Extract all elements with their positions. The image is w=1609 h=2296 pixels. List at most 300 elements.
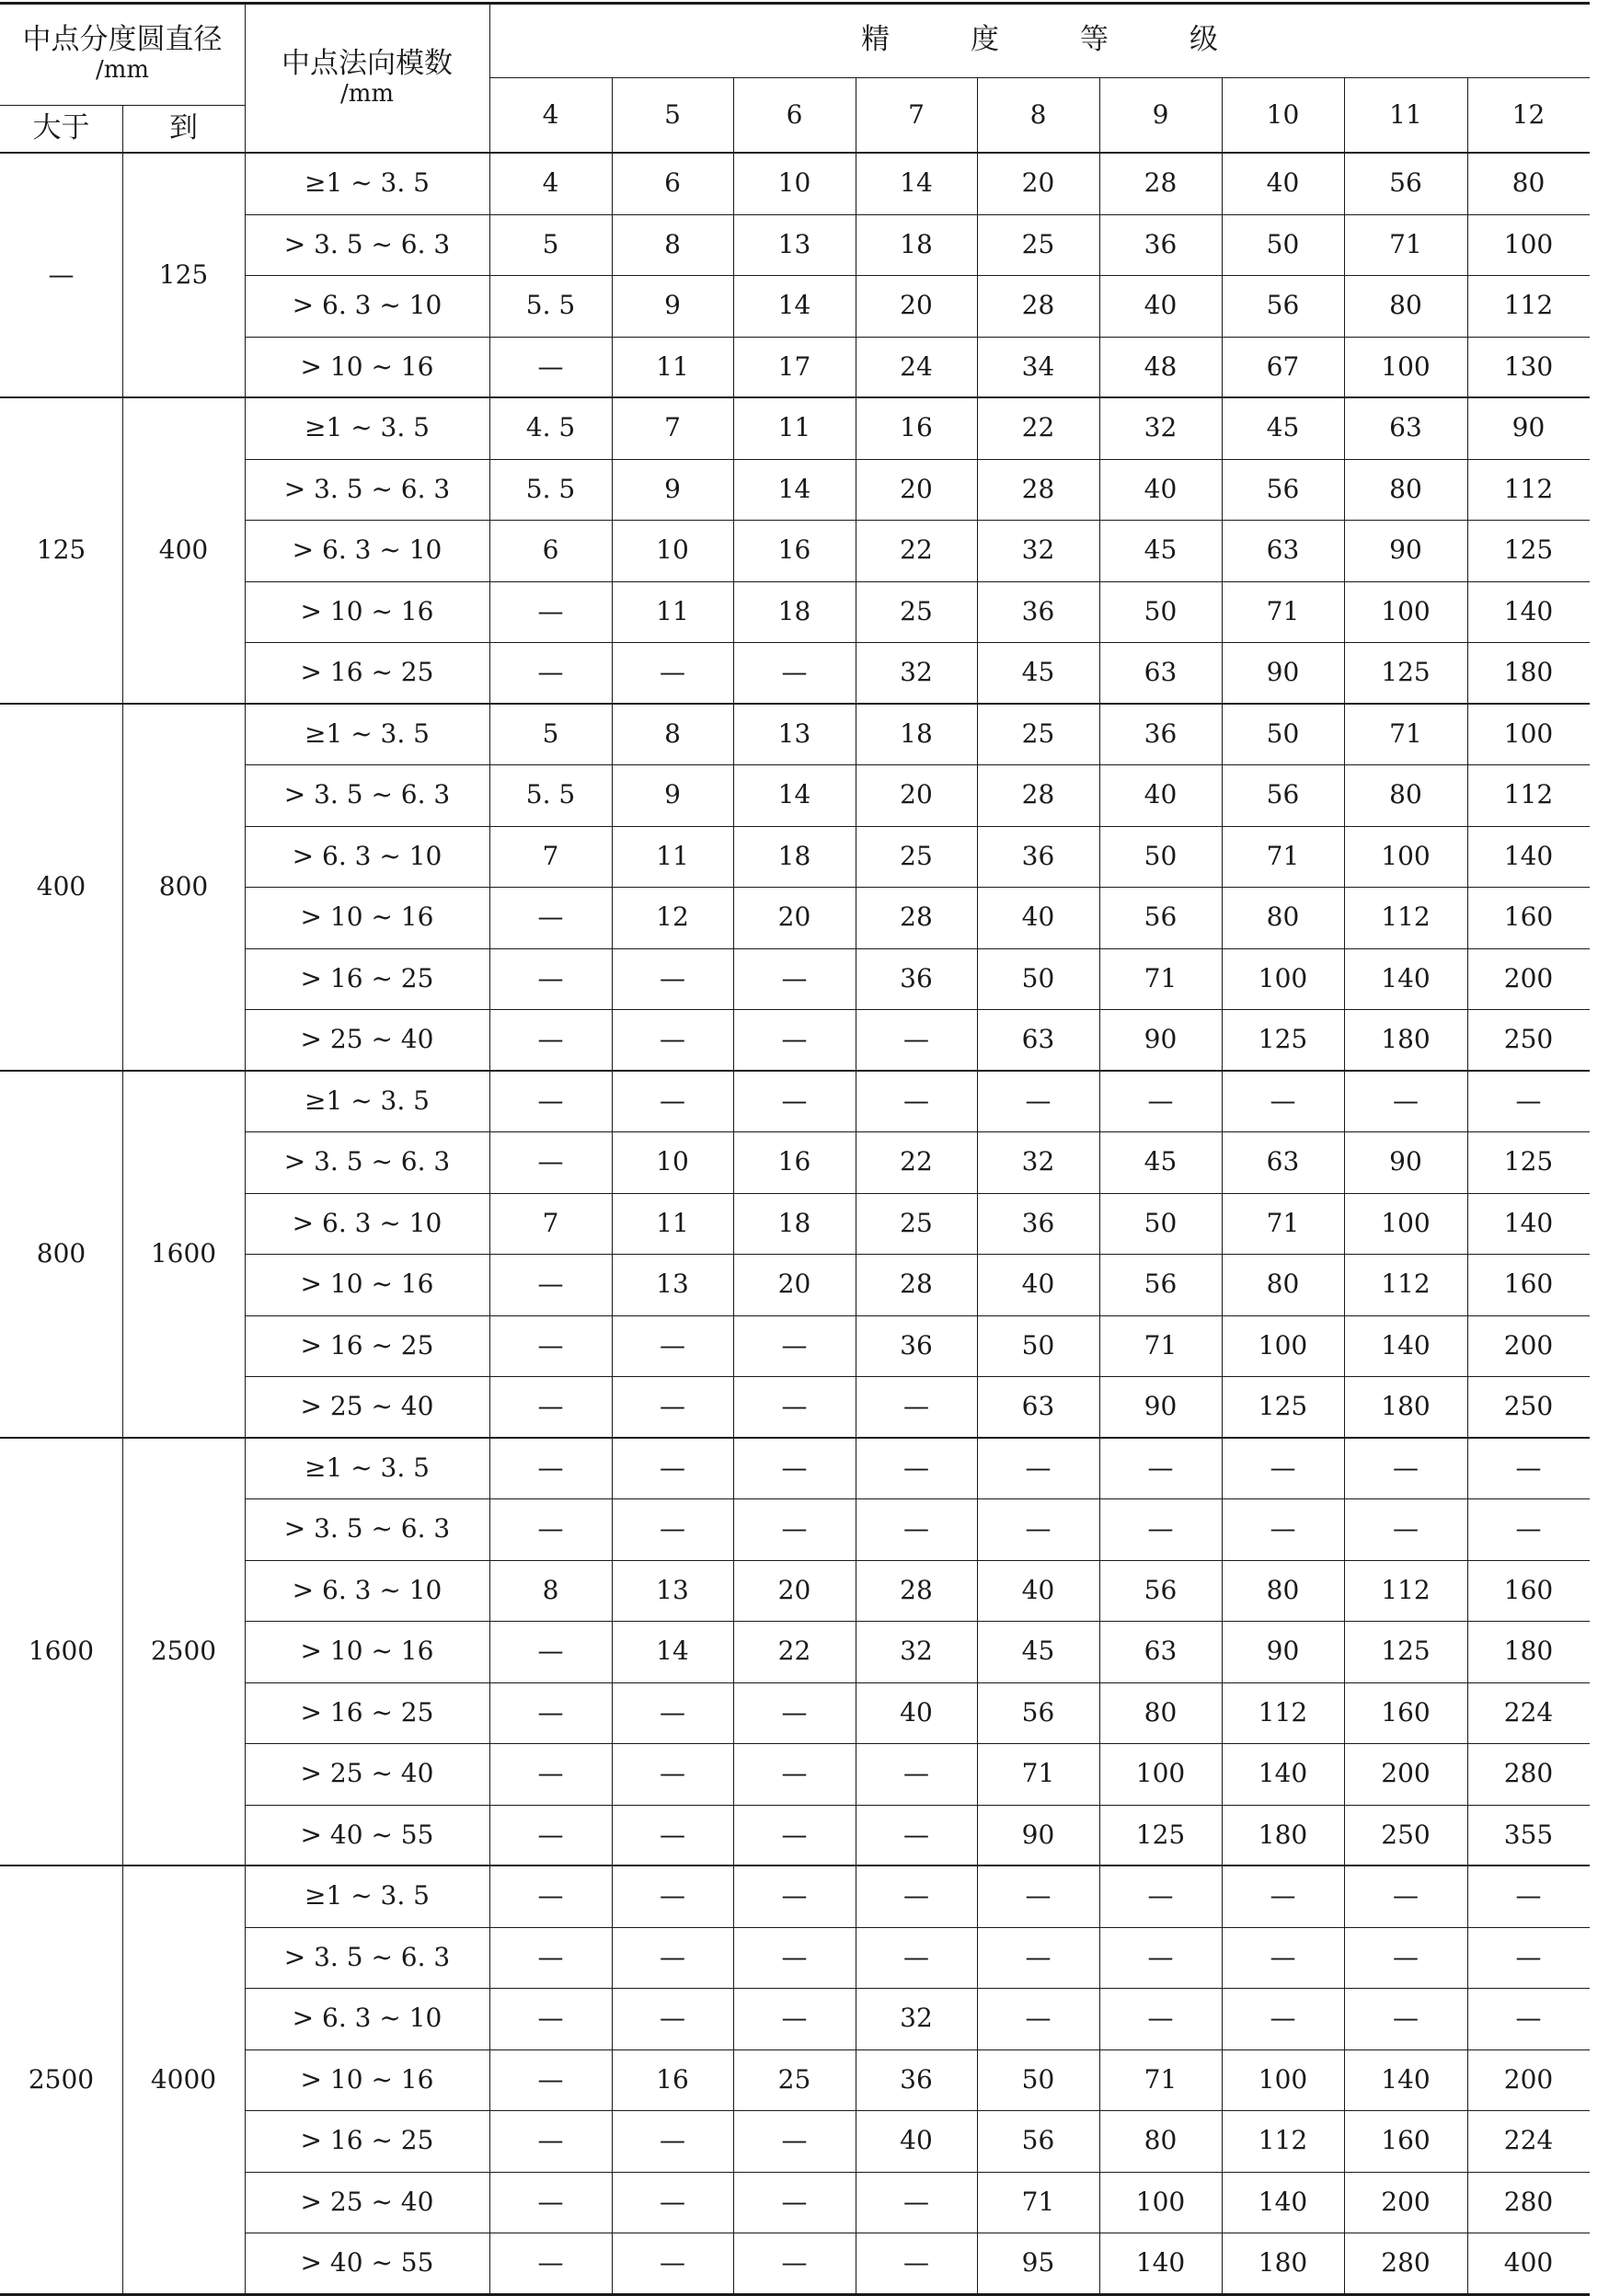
tolerance-value-cell: 24 bbox=[900, 350, 933, 382]
tolerance-value-cell: 71 bbox=[1021, 1758, 1055, 1789]
tolerance-value-cell: 56 bbox=[1021, 1696, 1055, 1728]
tolerance-value-cell: 50 bbox=[1266, 228, 1300, 259]
grade-header-cell: 7 bbox=[908, 98, 925, 130]
tolerance-value-cell: 20 bbox=[900, 290, 933, 321]
tolerance-value-cell: — bbox=[903, 1941, 929, 1972]
tolerance-value-cell: 71 bbox=[1144, 1329, 1178, 1360]
col-divider bbox=[122, 105, 123, 2294]
tolerance-value-cell: 56 bbox=[1389, 167, 1422, 199]
tolerance-value-cell: — bbox=[537, 1329, 564, 1360]
module-range-cell: > 10 ~ 16 bbox=[300, 350, 434, 382]
tolerance-value-cell: 125 bbox=[1135, 1819, 1186, 1850]
col-divider bbox=[1099, 77, 1100, 2294]
tolerance-value-cell: 63 bbox=[1144, 1636, 1178, 1667]
tolerance-value-cell: 125 bbox=[1381, 657, 1431, 688]
diameter-to-cell: 800 bbox=[158, 870, 209, 901]
tolerance-value-cell: — bbox=[1515, 1513, 1542, 1544]
tolerance-value-cell: 80 bbox=[1389, 290, 1422, 321]
tolerance-value-cell: 140 bbox=[1503, 595, 1554, 626]
tolerance-value-cell: — bbox=[903, 1452, 929, 1483]
tolerance-value-cell: 7 bbox=[664, 412, 681, 443]
tolerance-value-cell: 95 bbox=[1021, 2247, 1055, 2279]
tolerance-value-cell: 180 bbox=[1258, 1819, 1308, 1850]
module-range-cell: ≥1 ~ 3. 5 bbox=[305, 412, 430, 443]
row-divider bbox=[245, 1254, 1590, 1255]
tolerance-value-cell: — bbox=[781, 1513, 808, 1544]
tolerance-value-cell: 16 bbox=[900, 412, 933, 443]
tolerance-value-cell: — bbox=[660, 1758, 685, 1789]
tolerance-value-cell: — bbox=[537, 1269, 564, 1300]
module-range-cell: > 3. 5 ~ 6. 3 bbox=[283, 473, 451, 504]
tolerance-value-cell: 11 bbox=[777, 412, 811, 443]
tolerance-value-cell: 140 bbox=[1381, 1329, 1431, 1360]
tolerance-value-cell: — bbox=[1515, 1880, 1542, 1911]
diameter-to-cell: 2500 bbox=[150, 1636, 217, 1667]
tolerance-value-cell: — bbox=[1393, 1941, 1419, 1972]
row-divider bbox=[245, 1315, 1590, 1316]
tolerance-value-cell: 71 bbox=[1266, 840, 1300, 871]
tolerance-value-cell: 71 bbox=[1266, 595, 1300, 626]
module-range-cell: ≥1 ~ 3. 5 bbox=[305, 1880, 430, 1911]
tolerance-value-cell: 125 bbox=[1258, 1391, 1308, 1422]
tolerance-value-cell: 5 bbox=[542, 228, 559, 259]
tolerance-value-cell: — bbox=[537, 1696, 564, 1728]
tolerance-value-cell: 40 bbox=[1144, 779, 1178, 810]
diameter-over-cell: 400 bbox=[36, 870, 86, 901]
grade-header-cell: 8 bbox=[1029, 98, 1047, 130]
tolerance-value-cell: 40 bbox=[1144, 473, 1178, 504]
tolerance-value-cell: — bbox=[903, 1024, 929, 1055]
tolerance-value-cell: — bbox=[781, 2186, 808, 2217]
module-range-cell: > 25 ~ 40 bbox=[300, 1758, 434, 1789]
tolerance-value-cell: — bbox=[781, 1452, 808, 1483]
tolerance-value-cell: — bbox=[1025, 1941, 1052, 1972]
tolerance-value-cell: 25 bbox=[1021, 718, 1055, 749]
tolerance-value-cell: 80 bbox=[1389, 473, 1422, 504]
tolerance-value-cell: — bbox=[903, 2247, 929, 2279]
tolerance-value-cell: 34 bbox=[1021, 350, 1055, 382]
tolerance-value-cell: — bbox=[660, 2003, 685, 2034]
tolerance-value-cell: 90 bbox=[1266, 1636, 1300, 1667]
diameter-over-cell: — bbox=[48, 258, 75, 290]
tolerance-value-cell: 32 bbox=[900, 657, 933, 688]
tolerance-value-cell: 250 bbox=[1503, 1391, 1554, 1422]
tolerance-value-cell: — bbox=[537, 350, 564, 382]
tolerance-value-cell: 100 bbox=[1258, 1329, 1308, 1360]
tolerance-value-cell: 280 bbox=[1381, 2247, 1431, 2279]
module-range-cell: > 3. 5 ~ 6. 3 bbox=[283, 779, 451, 810]
tolerance-value-cell: 25 bbox=[900, 1207, 933, 1238]
tolerance-value-cell: 5. 5 bbox=[525, 779, 576, 810]
tolerance-value-cell: 32 bbox=[900, 1636, 933, 1667]
row-divider bbox=[245, 1805, 1590, 1806]
header-bottom-rule bbox=[0, 152, 1590, 154]
tolerance-value-cell: 13 bbox=[656, 1269, 689, 1300]
tolerance-value-cell: 56 bbox=[1144, 1574, 1178, 1605]
tolerance-value-cell: — bbox=[781, 1329, 808, 1360]
tolerance-value-cell: 14 bbox=[777, 290, 811, 321]
tolerance-value-cell: — bbox=[1515, 2003, 1542, 2034]
tolerance-value-cell: 200 bbox=[1381, 1758, 1431, 1789]
tolerance-value-cell: 112 bbox=[1503, 779, 1554, 810]
tolerance-value-cell: 10 bbox=[656, 1146, 689, 1177]
row-divider bbox=[245, 275, 1590, 276]
tolerance-value-cell: 50 bbox=[1021, 1329, 1055, 1360]
tolerance-value-cell: — bbox=[537, 1758, 564, 1789]
tolerance-value-cell: — bbox=[903, 1758, 929, 1789]
tolerance-value-cell: — bbox=[1515, 1941, 1542, 1972]
tolerance-value-cell: 32 bbox=[1021, 1146, 1055, 1177]
tolerance-value-cell: 40 bbox=[900, 1696, 933, 1728]
tolerance-value-cell: 355 bbox=[1503, 1819, 1554, 1850]
tolerance-value-cell: — bbox=[1393, 1085, 1419, 1116]
tolerance-value-cell: — bbox=[537, 1085, 564, 1116]
tolerance-value-cell: 45 bbox=[1021, 657, 1055, 688]
tolerance-value-cell: 180 bbox=[1381, 1024, 1431, 1055]
group-divider bbox=[0, 703, 1590, 705]
tolerance-value-cell: 22 bbox=[1021, 412, 1055, 443]
row-divider bbox=[245, 1682, 1590, 1683]
tolerance-value-cell: 100 bbox=[1135, 1758, 1186, 1789]
tolerance-value-cell: — bbox=[660, 1391, 685, 1422]
top-rule bbox=[0, 2, 1590, 5]
tolerance-value-cell: 200 bbox=[1381, 2186, 1431, 2217]
tolerance-value-cell: 16 bbox=[777, 1146, 811, 1177]
module-range-cell: > 6. 3 ~ 10 bbox=[292, 1207, 442, 1238]
module-range-cell: > 10 ~ 16 bbox=[300, 595, 434, 626]
col-divider bbox=[977, 77, 978, 2294]
row-divider bbox=[245, 1743, 1590, 1744]
tolerance-value-cell: 125 bbox=[1381, 1636, 1431, 1667]
tolerance-value-cell: 180 bbox=[1381, 1391, 1431, 1422]
tolerance-value-cell: 32 bbox=[1144, 412, 1178, 443]
tolerance-value-cell: 13 bbox=[656, 1574, 689, 1605]
tolerance-value-cell: 80 bbox=[1266, 1574, 1300, 1605]
diameter-to-cell: 125 bbox=[158, 258, 209, 290]
tolerance-value-cell: — bbox=[1515, 1452, 1542, 1483]
tolerance-value-cell: 56 bbox=[1266, 290, 1300, 321]
tolerance-value-cell: 8 bbox=[664, 718, 681, 749]
tolerance-value-cell: 4 bbox=[542, 167, 559, 199]
tolerance-value-cell: — bbox=[781, 1819, 808, 1850]
tolerance-value-cell: — bbox=[1025, 1513, 1052, 1544]
tolerance-value-cell: 36 bbox=[1021, 595, 1055, 626]
diameter-to-cell: 4000 bbox=[150, 2063, 217, 2095]
tolerance-value-cell: — bbox=[1147, 1085, 1174, 1116]
tolerance-value-cell: 20 bbox=[777, 901, 811, 933]
module-range-cell: > 25 ~ 40 bbox=[300, 1024, 434, 1055]
tolerance-value-cell: 90 bbox=[1389, 1146, 1422, 1177]
tolerance-value-cell: — bbox=[537, 2003, 564, 2034]
tolerance-value-cell: 100 bbox=[1503, 228, 1554, 259]
module-range-cell: > 25 ~ 40 bbox=[300, 2186, 434, 2217]
tolerance-value-cell: 140 bbox=[1381, 962, 1431, 993]
tolerance-value-cell: — bbox=[537, 1146, 564, 1177]
header-to-label: 到 bbox=[169, 111, 198, 145]
tolerance-value-cell: 67 bbox=[1266, 350, 1300, 382]
tolerance-value-cell: 100 bbox=[1503, 718, 1554, 749]
tolerance-value-cell: — bbox=[781, 1085, 808, 1116]
header-diameter-title: 中点分度圆直径 bbox=[22, 23, 223, 57]
tolerance-value-cell: 200 bbox=[1503, 962, 1554, 993]
tolerance-value-cell: 280 bbox=[1503, 1758, 1554, 1789]
header-module-unit: /mm bbox=[339, 79, 395, 108]
tolerance-value-cell: 125 bbox=[1503, 1146, 1554, 1177]
tolerance-value-cell: 160 bbox=[1381, 1696, 1431, 1728]
tolerance-value-cell: 63 bbox=[1389, 412, 1422, 443]
tolerance-value-cell: 16 bbox=[777, 534, 811, 566]
tolerance-value-cell: — bbox=[781, 2247, 808, 2279]
module-range-cell: > 16 ~ 25 bbox=[300, 962, 434, 993]
row-divider bbox=[245, 214, 1590, 215]
tolerance-value-cell: — bbox=[660, 1329, 685, 1360]
tolerance-value-cell: — bbox=[781, 2125, 808, 2156]
tolerance-value-cell: — bbox=[1393, 1452, 1419, 1483]
tolerance-value-cell: 130 bbox=[1503, 350, 1554, 382]
tolerance-value-cell: 40 bbox=[1021, 1574, 1055, 1605]
tolerance-value-cell: — bbox=[537, 2186, 564, 2217]
tolerance-value-cell: 22 bbox=[900, 534, 933, 566]
tolerance-value-cell: — bbox=[781, 657, 808, 688]
tolerance-value-cell: — bbox=[903, 1391, 929, 1422]
row-divider bbox=[245, 520, 1590, 521]
tolerance-value-cell: 14 bbox=[656, 1636, 689, 1667]
tolerance-value-cell: 80 bbox=[1266, 901, 1300, 933]
row-divider bbox=[245, 1927, 1590, 1928]
row-divider bbox=[245, 1560, 1590, 1561]
group-divider bbox=[0, 1437, 1590, 1439]
tolerance-value-cell: 160 bbox=[1503, 1574, 1554, 1605]
tolerance-value-cell: 36 bbox=[900, 1329, 933, 1360]
diameter-to-cell: 1600 bbox=[150, 1237, 217, 1269]
tolerance-value-cell: — bbox=[660, 1513, 685, 1544]
tolerance-value-cell: — bbox=[660, 1941, 685, 1972]
col-divider bbox=[612, 77, 613, 2294]
tolerance-value-cell: 36 bbox=[1021, 1207, 1055, 1238]
diameter-over-cell: 125 bbox=[36, 534, 86, 566]
tolerance-value-cell: — bbox=[781, 962, 808, 993]
tolerance-value-cell: 36 bbox=[1144, 718, 1178, 749]
tolerance-value-cell: 100 bbox=[1381, 350, 1431, 382]
module-range-cell: > 16 ~ 25 bbox=[300, 1329, 434, 1360]
tolerance-value-cell: 71 bbox=[1144, 962, 1178, 993]
tolerance-value-cell: 11 bbox=[656, 595, 689, 626]
diameter-over-cell: 1600 bbox=[28, 1636, 95, 1667]
tolerance-value-cell: — bbox=[660, 657, 685, 688]
tolerance-value-cell: 80 bbox=[1389, 779, 1422, 810]
grade-header-cell: 9 bbox=[1152, 98, 1169, 130]
tolerance-value-cell: — bbox=[1147, 1941, 1174, 1972]
tolerance-value-cell: — bbox=[537, 595, 564, 626]
tolerance-value-cell: 20 bbox=[777, 1574, 811, 1605]
grade-header-cell: 6 bbox=[786, 98, 803, 130]
tolerance-value-cell: 25 bbox=[900, 840, 933, 871]
tolerance-value-cell: 90 bbox=[1389, 534, 1422, 566]
tolerance-value-cell: 71 bbox=[1021, 2186, 1055, 2217]
tolerance-value-cell: 50 bbox=[1021, 962, 1055, 993]
tolerance-value-cell: 100 bbox=[1381, 840, 1431, 871]
module-range-cell: > 10 ~ 16 bbox=[300, 1269, 434, 1300]
tolerance-value-cell: — bbox=[903, 2186, 929, 2217]
tolerance-value-cell: — bbox=[781, 1696, 808, 1728]
tolerance-value-cell: — bbox=[537, 1636, 564, 1667]
tolerance-value-cell: 224 bbox=[1503, 2125, 1554, 2156]
tolerance-value-cell: — bbox=[660, 962, 685, 993]
tolerance-value-cell: — bbox=[660, 1452, 685, 1483]
row-divider bbox=[245, 1498, 1590, 1499]
tolerance-value-cell: — bbox=[537, 1880, 564, 1911]
tolerance-value-cell: — bbox=[537, 1452, 564, 1483]
tolerance-value-cell: 80 bbox=[1144, 2125, 1178, 2156]
tolerance-value-cell: 5. 5 bbox=[525, 473, 576, 504]
tolerance-value-cell: 45 bbox=[1144, 1146, 1178, 1177]
tolerance-value-cell: 48 bbox=[1144, 350, 1178, 382]
tolerance-value-cell: — bbox=[1270, 1452, 1296, 1483]
module-range-cell: > 40 ~ 55 bbox=[300, 1819, 434, 1850]
tolerance-value-cell: 125 bbox=[1258, 1024, 1308, 1055]
diameter-to-cell: 400 bbox=[158, 534, 209, 566]
col-divider bbox=[245, 4, 246, 2294]
tolerance-value-cell: 36 bbox=[1144, 228, 1178, 259]
tolerance-value-cell: 56 bbox=[1144, 901, 1178, 933]
tolerance-value-cell: — bbox=[660, 1880, 685, 1911]
tolerance-value-cell: — bbox=[537, 2247, 564, 2279]
tolerance-value-cell: 5 bbox=[542, 718, 559, 749]
tolerance-value-cell: 28 bbox=[1021, 779, 1055, 810]
tolerance-value-cell: 45 bbox=[1266, 412, 1300, 443]
tolerance-value-cell: — bbox=[1025, 2003, 1052, 2034]
tolerance-value-cell: 9 bbox=[664, 779, 681, 810]
header-over bbox=[0, 105, 122, 153]
header-to bbox=[122, 105, 245, 153]
tolerance-value-cell: 6 bbox=[664, 167, 681, 199]
tolerance-value-cell: 7 bbox=[542, 1207, 559, 1238]
tolerance-value-cell: 56 bbox=[1021, 2125, 1055, 2156]
row-divider bbox=[245, 459, 1590, 460]
tolerance-value-cell: 22 bbox=[777, 1636, 811, 1667]
header-grade bbox=[489, 4, 1590, 77]
row-divider bbox=[245, 1131, 1590, 1132]
tolerance-value-cell: 25 bbox=[1021, 228, 1055, 259]
tolerance-value-cell: 200 bbox=[1503, 2063, 1554, 2095]
tolerance-value-cell: 36 bbox=[1021, 840, 1055, 871]
tolerance-value-cell: 112 bbox=[1381, 1269, 1431, 1300]
tolerance-value-cell: — bbox=[1147, 1513, 1174, 1544]
tolerance-value-cell: 13 bbox=[777, 718, 811, 749]
tolerance-value-cell: 280 bbox=[1503, 2186, 1554, 2217]
tolerance-value-cell: 112 bbox=[1381, 1574, 1431, 1605]
tolerance-value-cell: 160 bbox=[1503, 901, 1554, 933]
tolerance-value-cell: 140 bbox=[1381, 2063, 1431, 2095]
header-diameter bbox=[0, 4, 245, 105]
tolerance-value-cell: — bbox=[537, 2063, 564, 2095]
tolerance-value-cell: 18 bbox=[777, 1207, 811, 1238]
module-range-cell: > 10 ~ 16 bbox=[300, 901, 434, 933]
tolerance-value-cell: 17 bbox=[777, 350, 811, 382]
module-range-cell: > 6. 3 ~ 10 bbox=[292, 534, 442, 566]
tolerance-value-cell: 63 bbox=[1144, 657, 1178, 688]
module-range-cell: > 16 ~ 25 bbox=[300, 2125, 434, 2156]
tolerance-value-cell: 20 bbox=[900, 779, 933, 810]
tolerance-value-cell: 125 bbox=[1503, 534, 1554, 566]
module-range-cell: > 6. 3 ~ 10 bbox=[292, 290, 442, 321]
tolerance-value-cell: — bbox=[781, 1758, 808, 1789]
tolerance-value-cell: 90 bbox=[1144, 1391, 1178, 1422]
tolerance-value-cell: 140 bbox=[1503, 840, 1554, 871]
tolerance-value-cell: 25 bbox=[900, 595, 933, 626]
tolerance-value-cell: 20 bbox=[900, 473, 933, 504]
tolerance-value-cell: — bbox=[1393, 2003, 1419, 2034]
tolerance-value-cell: 9 bbox=[664, 473, 681, 504]
tolerance-value-cell: — bbox=[903, 1819, 929, 1850]
col-divider bbox=[1222, 77, 1223, 2294]
tolerance-value-cell: 112 bbox=[1381, 901, 1431, 933]
tolerance-value-cell: 8 bbox=[664, 228, 681, 259]
tolerance-value-cell: 112 bbox=[1258, 2125, 1308, 2156]
tolerance-value-cell: — bbox=[903, 1880, 929, 1911]
tolerance-value-cell: 20 bbox=[777, 1269, 811, 1300]
grade-header-cell: 4 bbox=[542, 98, 559, 130]
module-range-cell: ≥1 ~ 3. 5 bbox=[305, 1452, 430, 1483]
tolerance-value-cell: 80 bbox=[1266, 1269, 1300, 1300]
tolerance-value-cell: 180 bbox=[1258, 2247, 1308, 2279]
module-range-cell: ≥1 ~ 3. 5 bbox=[305, 167, 430, 199]
tolerance-value-cell: 100 bbox=[1135, 2186, 1186, 2217]
diameter-over-cell: 800 bbox=[36, 1237, 86, 1269]
tolerance-value-cell: — bbox=[537, 901, 564, 933]
row-divider bbox=[245, 764, 1590, 765]
grade-header-cell: 11 bbox=[1389, 98, 1422, 130]
tolerance-value-cell: 250 bbox=[1503, 1024, 1554, 1055]
header-module bbox=[245, 4, 489, 153]
tolerance-value-cell: — bbox=[537, 1819, 564, 1850]
tolerance-value-cell: 140 bbox=[1258, 1758, 1308, 1789]
bottom-rule bbox=[0, 2293, 1590, 2296]
tolerance-value-cell: 90 bbox=[1266, 657, 1300, 688]
tolerance-value-cell: — bbox=[1393, 1513, 1419, 1544]
tolerance-value-cell: 56 bbox=[1266, 473, 1300, 504]
tolerance-value-cell: — bbox=[781, 2003, 808, 2034]
group-divider bbox=[0, 1865, 1590, 1866]
tolerance-value-cell: 18 bbox=[900, 718, 933, 749]
tolerance-value-cell: — bbox=[537, 1024, 564, 1055]
group-divider bbox=[0, 1070, 1590, 1072]
col-divider bbox=[733, 77, 734, 2294]
row-divider bbox=[245, 2172, 1590, 2173]
tolerance-value-cell: 100 bbox=[1258, 962, 1308, 993]
module-range-cell: > 3. 5 ~ 6. 3 bbox=[283, 1941, 451, 1972]
module-range-cell: > 3. 5 ~ 6. 3 bbox=[283, 228, 451, 259]
tolerance-value-cell: — bbox=[781, 1880, 808, 1911]
tolerance-value-cell: 6 bbox=[542, 534, 559, 566]
tolerance-value-cell: — bbox=[660, 1696, 685, 1728]
header-module-title: 中点法向模数 bbox=[282, 47, 453, 81]
tolerance-value-cell: 10 bbox=[656, 534, 689, 566]
tolerance-value-cell: 14 bbox=[777, 473, 811, 504]
tolerance-value-cell: 100 bbox=[1258, 2063, 1308, 2095]
tolerance-value-cell: 180 bbox=[1503, 657, 1554, 688]
tolerance-value-cell: — bbox=[660, 1024, 685, 1055]
tolerance-value-cell: 13 bbox=[777, 228, 811, 259]
row-divider bbox=[245, 948, 1590, 949]
module-range-cell: > 6. 3 ~ 10 bbox=[292, 1574, 442, 1605]
tolerance-value-cell: 80 bbox=[1144, 1696, 1178, 1728]
tolerance-value-cell: 14 bbox=[777, 779, 811, 810]
module-range-cell: > 10 ~ 16 bbox=[300, 2063, 434, 2095]
tolerance-value-cell: 36 bbox=[900, 2063, 933, 2095]
tolerance-value-cell: 140 bbox=[1258, 2186, 1308, 2217]
tolerance-value-cell: 180 bbox=[1503, 1636, 1554, 1667]
